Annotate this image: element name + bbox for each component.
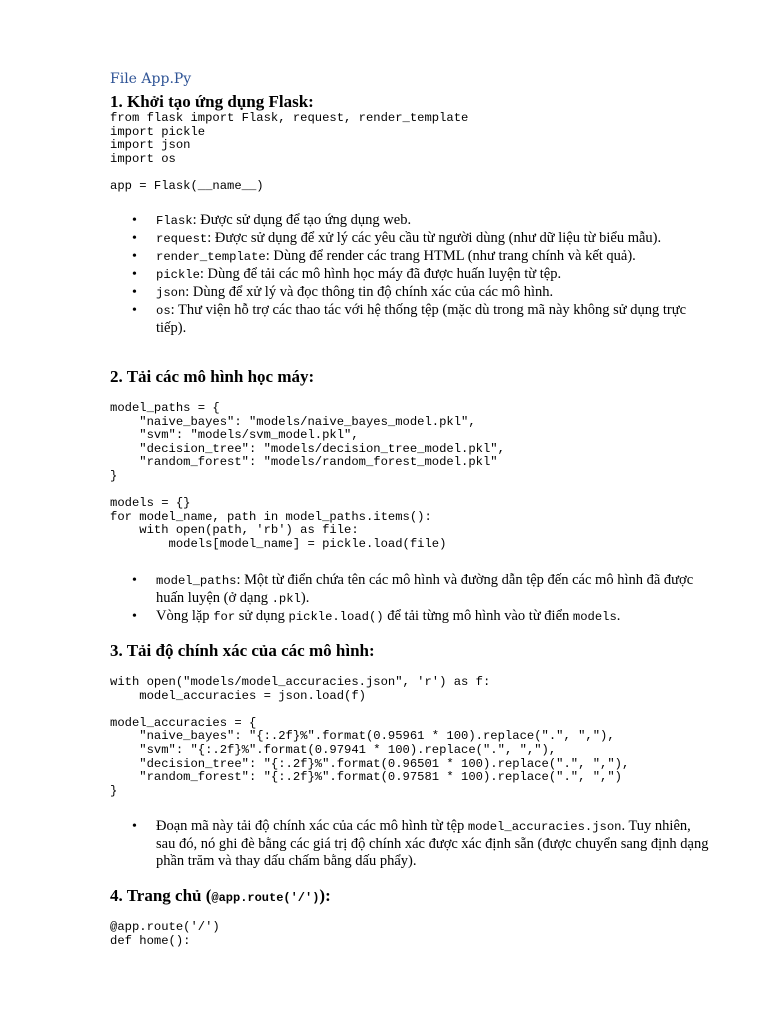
bullet-text: . Tuy nhiên, sau đó, nó ghi đè bằng các giá trị độ chính xác được xác định sẵn (được chuyển sang định dạng phần trăm và thay dấu chấm bằng dấu phẩy). — [156, 818, 709, 869]
section-2-bullet-list — [110, 572, 710, 626]
inline-code: for — [213, 610, 236, 624]
inline-code: render_template — [156, 250, 266, 264]
inline-code: .pkl — [271, 592, 301, 606]
section-2-heading: 2. Tải các mô hình học máy: — [110, 367, 315, 386]
inline-code: model_accuracies.json — [467, 820, 622, 834]
bullet-text: Vòng lặp — [156, 608, 214, 624]
section-3-bullet-list — [110, 818, 710, 870]
bullet-text: : Dùng để render các trang HTML (như trang chính và kết quả). — [265, 248, 636, 264]
bullet-text: để tải từng mô hình vào từ điển — [383, 608, 573, 624]
list-item — [110, 230, 710, 248]
bullet-text: : Dùng để xử lý và đọc thông tin độ chính xác của các mô hình. — [185, 284, 554, 300]
list-item — [110, 608, 710, 626]
heading-inline-code: @app.route('/') — [211, 891, 320, 905]
bullet-text: Đoạn mã này tải độ chính xác của các mô hình từ tệp — [156, 818, 468, 834]
bullet-text: : Dùng để tải các mô hình học máy đã được huấn luyện từ tệp. — [199, 266, 562, 282]
inline-code: pickle — [156, 268, 200, 282]
list-item — [110, 572, 710, 608]
inline-code: json — [156, 286, 186, 300]
document-title: File App.Py — [110, 71, 192, 87]
inline-code: Flask — [156, 214, 193, 228]
section-4-heading — [110, 886, 331, 908]
section-3-code-block: with open("models/model_accuracies.json", 'r') as f: model_accuracies = json.load(f) model_accuracies = { "naive_bayes": "{:.2f}%".format(0.95961 * 100).replace(".", ","), "svm": "{:.2f}%".format(0.97941 * 100).replace(".", ","), "decision_tree": "{:.2f}%".format(0.96501 * 100).replace(".", ","), "random_forest": "{:.2f}%".format(0.97581 * 100).replace(".", ",") } — [110, 675, 630, 798]
section-3-heading: 3. Tải độ chính xác của các mô hình: — [110, 641, 375, 660]
heading-text: 4. Trang chủ ( — [110, 886, 212, 905]
bullet-text: : Một từ điển chứa tên các mô hình và đường dẫn tệp đến các mô hình đã được huấn luyện (ở dạng — [156, 572, 694, 606]
bullet-text: : Được sử dụng để tạo ứng dụng web. — [192, 212, 412, 228]
inline-code: pickle.load() — [288, 610, 384, 624]
section-2-code-block: model_paths = { "naive_bayes": "models/naive_bayes_model.pkl", "svm": "models/svm_model.pkl", "decision_tree": "models/decision_tree_model.pkl", "random_forest": "models/random_forest_model.pkl" } models = {} for model_name, path in model_paths.items(): with open(path, 'rb') as file: models[model_name] = pickle.load(file) — [110, 401, 505, 551]
section-1-code-block: from flask import Flask, request, render_template import pickle import json import os app = Flask(__name__) — [110, 111, 469, 193]
section-4-code-block: @app.route('/') def home(): — [110, 920, 220, 948]
list-item — [110, 248, 710, 266]
list-item — [110, 284, 710, 302]
inline-code: os — [156, 304, 171, 318]
bullet-text: ). — [300, 590, 310, 606]
inline-code: models — [572, 610, 617, 624]
list-item — [110, 302, 710, 337]
bullet-text: : Được sử dụng để xử lý các yêu cầu từ người dùng (như dữ liệu từ biểu mẫu). — [207, 230, 662, 246]
section-1-heading: 1. Khởi tạo ứng dụng Flask: — [110, 92, 314, 111]
list-item — [110, 212, 710, 230]
inline-code: request — [156, 232, 208, 246]
heading-text: ): — [319, 886, 331, 905]
list-item — [110, 818, 710, 870]
inline-code: model_paths — [156, 574, 237, 588]
list-item — [110, 266, 710, 284]
bullet-text: . — [616, 608, 621, 624]
section-1-bullet-list — [110, 212, 710, 337]
bullet-text: : Thư viện hỗ trợ các thao tác với hệ thống tệp (mặc dù trong mã này không sử dụng trực tiếp). — [156, 302, 687, 336]
bullet-text: sử dụng — [235, 608, 289, 624]
